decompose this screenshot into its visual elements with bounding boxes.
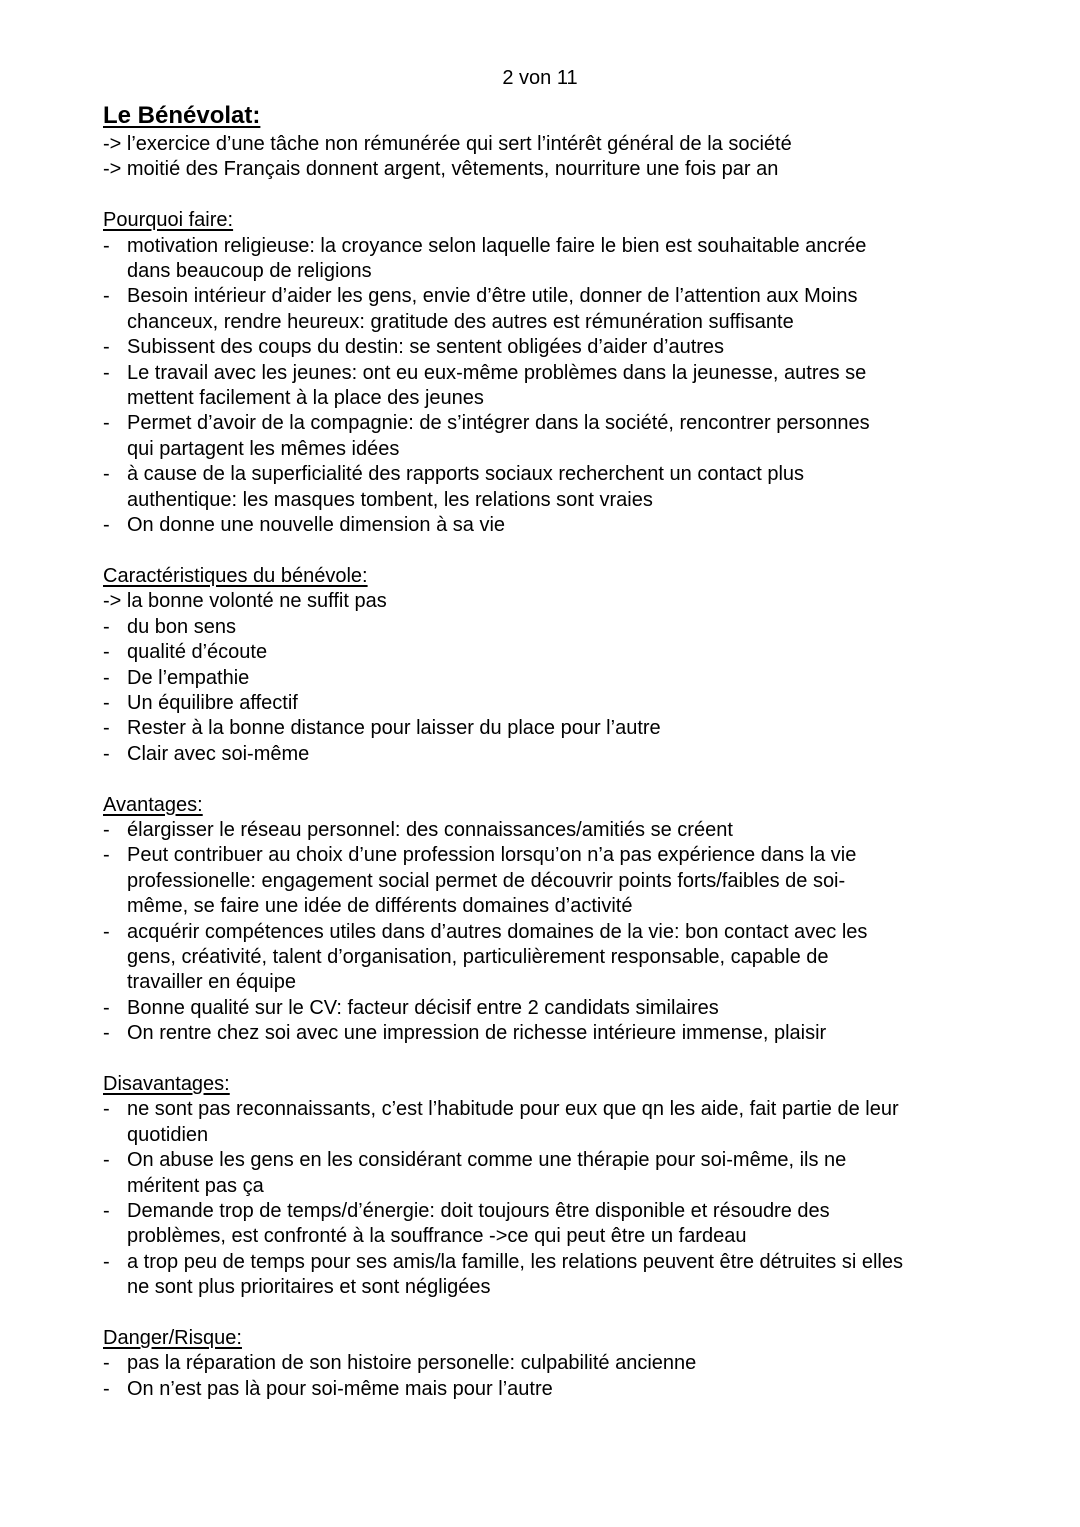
list-item-text: - acquérir compétences utiles dans d’autres domaines de la vie: bon contact avec les xyxy=(127,920,868,943)
list-item xyxy=(103,1199,1003,1250)
document-content xyxy=(103,100,1003,1402)
list-item-text: - Peut contribuer au choix d’une profession lorsqu’on n’a pas expérience dans la vie xyxy=(127,844,857,867)
document-title: Le Bénévolat: xyxy=(103,102,261,129)
list-item-text: - Bonne qualité sur le CV: facteur décisif entre 2 candidats similaires xyxy=(127,996,719,1019)
list-item xyxy=(103,691,1003,716)
bullet-list xyxy=(103,1097,1003,1300)
list-item-text: - Subissent des coups du destin: se sentent obligées d’aider d’autres xyxy=(127,336,725,359)
list-item-text: qui partagent les mêmes idées xyxy=(127,437,400,460)
list-item-text: - à cause de la superficialité des rapports sociaux recherchent un contact plus xyxy=(127,463,805,486)
list-item-text: - a trop peu de temps pour ses amis/la famille, les relations peuvent être détruites si elles xyxy=(127,1250,903,1273)
list-item xyxy=(103,996,1003,1021)
list-item-text: - Permet d’avoir de la compagnie: de s’intégrer dans la société, rencontrer personnes xyxy=(127,412,870,435)
list-item xyxy=(103,234,1003,285)
list-item-text: authentique: les masques tombent, les relations sont vraies xyxy=(127,488,653,511)
list-item-text: ne sont plus prioritaires et sont négligées xyxy=(127,1276,491,1299)
list-item xyxy=(103,284,1003,335)
list-item-text: - Besoin intérieur d’aider les gens, envie d’être utile, donner de l’attention aux Moins xyxy=(127,285,858,308)
list-item-text: gens, créativité, talent d’organisation, particulièrement responsable, capable de xyxy=(127,945,829,968)
list-item-text: - Demande trop de temps/d’énergie: doit toujours être disponible et résoudre des xyxy=(127,1200,830,1222)
section-caracteristiques xyxy=(103,564,1003,767)
list-item xyxy=(103,920,1003,996)
bullet-list xyxy=(103,615,1003,767)
list-item xyxy=(103,843,1003,919)
list-item xyxy=(103,666,1003,691)
section-heading: Danger/Risque: xyxy=(103,1327,242,1350)
list-item-text: - élargisser le réseau personnel: des connaissances/amitiés se créent xyxy=(127,818,733,841)
list-item-text: - du bon sens xyxy=(127,615,236,638)
list-item xyxy=(103,1148,1003,1199)
list-item-text: travailler en équipe xyxy=(127,971,296,994)
list-item-text: - Rester à la bonne distance pour laisser du place pour l’autre xyxy=(127,717,661,740)
list-item-text: même, se faire une idée de différents domaines d’activité xyxy=(127,895,633,918)
list-item xyxy=(103,1351,1003,1376)
intro-line: -> l’exercice d’une tâche non rémunérée qui sert l’intérêt général de la société xyxy=(103,133,792,155)
list-item-text: professionelle: engagement social permet de découvrir points forts/faibles de soi- xyxy=(127,869,846,892)
list-item-text: - motivation religieuse: la croyance selon laquelle faire le bien est souhaitable ancrée xyxy=(127,234,867,257)
section-heading: Disavantages: xyxy=(103,1072,230,1095)
section-disavantages xyxy=(103,1072,1003,1301)
list-item-text: - De l’empathie xyxy=(127,666,250,689)
list-item-text: - qualité d’écoute xyxy=(127,641,268,664)
list-item xyxy=(103,411,1003,462)
list-item xyxy=(103,1021,1003,1046)
section-heading: Avantages: xyxy=(103,793,203,816)
list-item-text: - Clair avec soi-même xyxy=(127,742,310,765)
list-item xyxy=(103,361,1003,412)
section-heading: Pourquoi faire: xyxy=(103,209,234,232)
list-item xyxy=(103,1097,1003,1148)
list-item xyxy=(103,462,1003,513)
list-item xyxy=(103,1377,1003,1402)
list-item-text: - Un équilibre affectif xyxy=(127,691,298,714)
list-item-text: problèmes, est confronté à la souffrance ->ce qui peut être un fardeau xyxy=(127,1225,747,1248)
bullet-list xyxy=(103,818,1003,1047)
section-heading: Caractéristiques du bénévole: xyxy=(103,564,368,587)
list-item-text: - ne sont pas reconnaissants, c’est l’habitude pour eux que qn les aide, fait partie de leur xyxy=(127,1098,899,1121)
list-item-text: mettent facilement à la place des jeunes xyxy=(127,387,484,410)
list-item xyxy=(103,818,1003,843)
list-item-text: dans beaucoup de religions xyxy=(127,260,372,283)
list-item-text: - pas la réparation de son histoire personelle: culpabilité ancienne xyxy=(127,1352,697,1375)
bullet-list xyxy=(103,1351,1003,1402)
list-item xyxy=(103,716,1003,741)
list-item-text: méritent pas ça xyxy=(127,1174,264,1197)
list-item xyxy=(103,335,1003,360)
page-number: 2 von 11 xyxy=(502,67,578,89)
list-item-text: - On donne une nouvelle dimension à sa vie xyxy=(127,514,506,537)
list-item xyxy=(103,513,1003,538)
section-pourquoi xyxy=(103,208,1003,538)
list-item-text: - Le travail avec les jeunes: ont eu eux-même problèmes dans la jeunesse, autres se xyxy=(127,361,867,384)
list-item-text: - On rentre chez soi avec une impression de richesse intérieure immense, plaisir xyxy=(127,1022,827,1045)
bullet-list xyxy=(103,234,1003,539)
list-item xyxy=(103,640,1003,665)
intro-line: -> moitié des Français donnent argent, vêtements, nourriture une fois par an xyxy=(103,158,779,181)
list-item-text: chanceux, rendre heureux: gratitude des autres est rémunération suffisante xyxy=(127,310,794,333)
section-intro-line: -> la bonne volonté ne suffit pas xyxy=(103,590,387,613)
list-item-text: quotidien xyxy=(127,1123,209,1146)
list-item-text: - On abuse les gens en les considérant comme une thérapie pour soi-même, ils ne xyxy=(127,1149,847,1172)
list-item xyxy=(103,742,1003,767)
list-item xyxy=(103,1250,1003,1301)
list-item xyxy=(103,615,1003,640)
list-item-text: - On n’est pas là pour soi-même mais pour l’autre xyxy=(127,1377,553,1400)
section-danger xyxy=(103,1326,1003,1402)
section-avantages xyxy=(103,793,1003,1047)
